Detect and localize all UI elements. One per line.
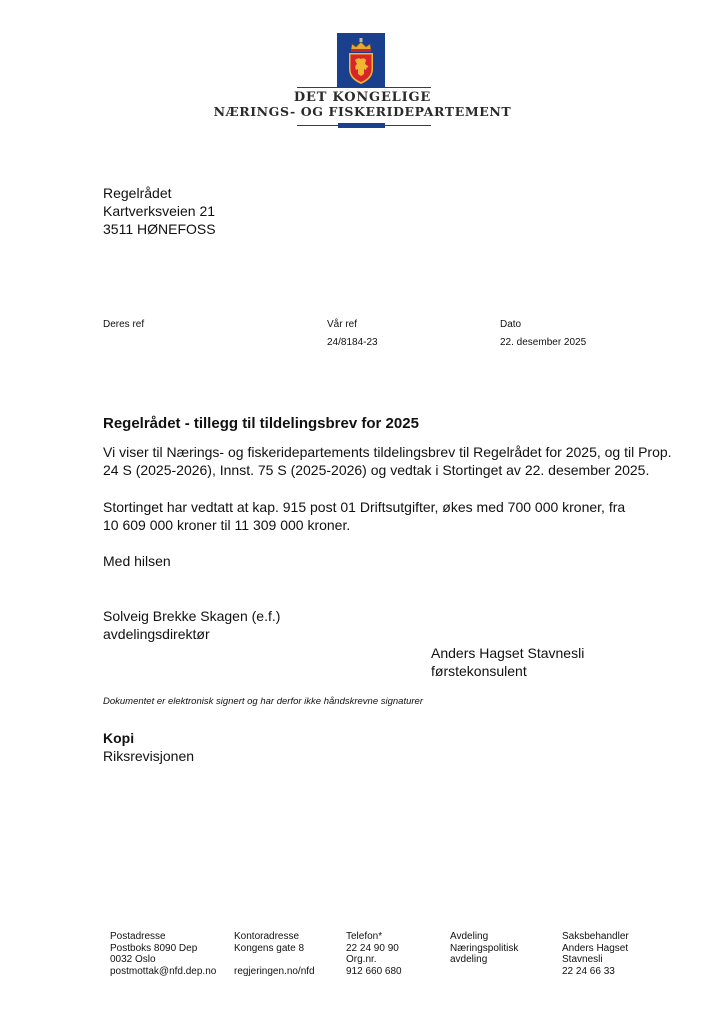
- footer-line: Kongens gate 8: [234, 942, 305, 954]
- closing: Med hilsen: [103, 553, 171, 569]
- footer-header: Postadresse: [110, 931, 166, 942]
- dato-label: Dato: [500, 319, 522, 330]
- signer1-title: avdelingsdirektør: [103, 626, 210, 642]
- footer-col-kontoradresse: [234, 931, 315, 977]
- coat-of-arms-icon: [337, 33, 385, 88]
- footer-col-avdeling: [450, 931, 518, 977]
- paragraph-1-line-2: 24 S (2025-2026), Innst. 75 S (2025-2026) og vedtak i Stortinget av 22. desember 2025.: [103, 462, 650, 478]
- footer-col-postadresse: [110, 931, 216, 977]
- letterhead-line1: DET KONGELIGE: [293, 90, 432, 105]
- signer1-name: Solveig Brekke Skagen (e.f.): [103, 608, 281, 624]
- footer-line: [450, 966, 518, 978]
- footer-email-link[interactable]: postmottak@nfd.dep.no: [110, 965, 217, 977]
- letterhead-line2: NÆRINGS- OG FISKERIDEPARTEMENT: [213, 104, 512, 119]
- paragraph-2-line-2: 10 609 000 kroner til 11 309 000 kroner.: [103, 517, 351, 533]
- footer-header: Saksbehandler: [562, 931, 629, 942]
- footer-line: Anders Hagset: [562, 942, 629, 954]
- recipient-name: Regelrådet: [103, 185, 172, 201]
- footer-line: 22 24 90 90: [346, 942, 399, 954]
- footer-line: Stavnesli: [562, 954, 603, 965]
- logo-rule-top: [297, 87, 431, 88]
- footer-line: [234, 954, 315, 966]
- copy-recipient: Riksrevisjonen: [103, 748, 195, 764]
- logo-block-bottom: [338, 123, 385, 128]
- logo-panel: [337, 33, 385, 88]
- footer-web-link[interactable]: regjeringen.no/nfd: [234, 965, 315, 977]
- paragraph-1-line-1: Vi viser til Nærings- og fiskeridepartements tildelingsbrev til Regelrådet for 2025, og til Prop.: [103, 444, 672, 460]
- footer-col-saksbehandler: [562, 931, 629, 977]
- recipient-street: Kartverksveien 21: [103, 203, 216, 219]
- footer-line: Postboks 8090 Dep: [110, 942, 198, 954]
- footer-line: Næringspolitisk: [450, 942, 519, 954]
- electronic-signature-note: Dokumentet er elektronisk signert og har derfor ikke håndskrevne signaturer: [103, 696, 423, 707]
- copy-label: Kopi: [103, 730, 135, 746]
- footer-header: Kontoradresse: [234, 931, 300, 942]
- recipient-postal: 3511 HØNEFOSS: [103, 221, 216, 237]
- signer2-title: førstekonsulent: [431, 663, 527, 679]
- deres-ref-label: Deres ref: [103, 319, 145, 330]
- dato-value: 22. desember 2025: [500, 337, 587, 348]
- var-ref-value: 24/8184-23: [327, 337, 378, 348]
- footer-col-telefon: [346, 931, 402, 977]
- footer-line: 912 660 680: [346, 965, 402, 977]
- footer-line: Org.nr.: [346, 954, 377, 965]
- footer-header: Telefon*: [346, 931, 383, 942]
- footer-line: 22 24 66 33: [562, 965, 615, 977]
- var-ref-label: Vår ref: [327, 319, 358, 330]
- footer-line: 0032 Oslo: [110, 954, 156, 965]
- paragraph-2-line-1: Stortinget har vedtatt at kap. 915 post 01 Driftsutgifter, økes med 700 000 kroner, fra: [103, 499, 626, 515]
- signer2-name: Anders Hagset Stavnesli: [431, 645, 585, 661]
- footer-line: avdeling: [450, 954, 488, 965]
- letter-title: Regelrådet - tillegg til tildelingsbrev for 2025: [103, 415, 419, 432]
- footer-header: Avdeling: [450, 931, 489, 942]
